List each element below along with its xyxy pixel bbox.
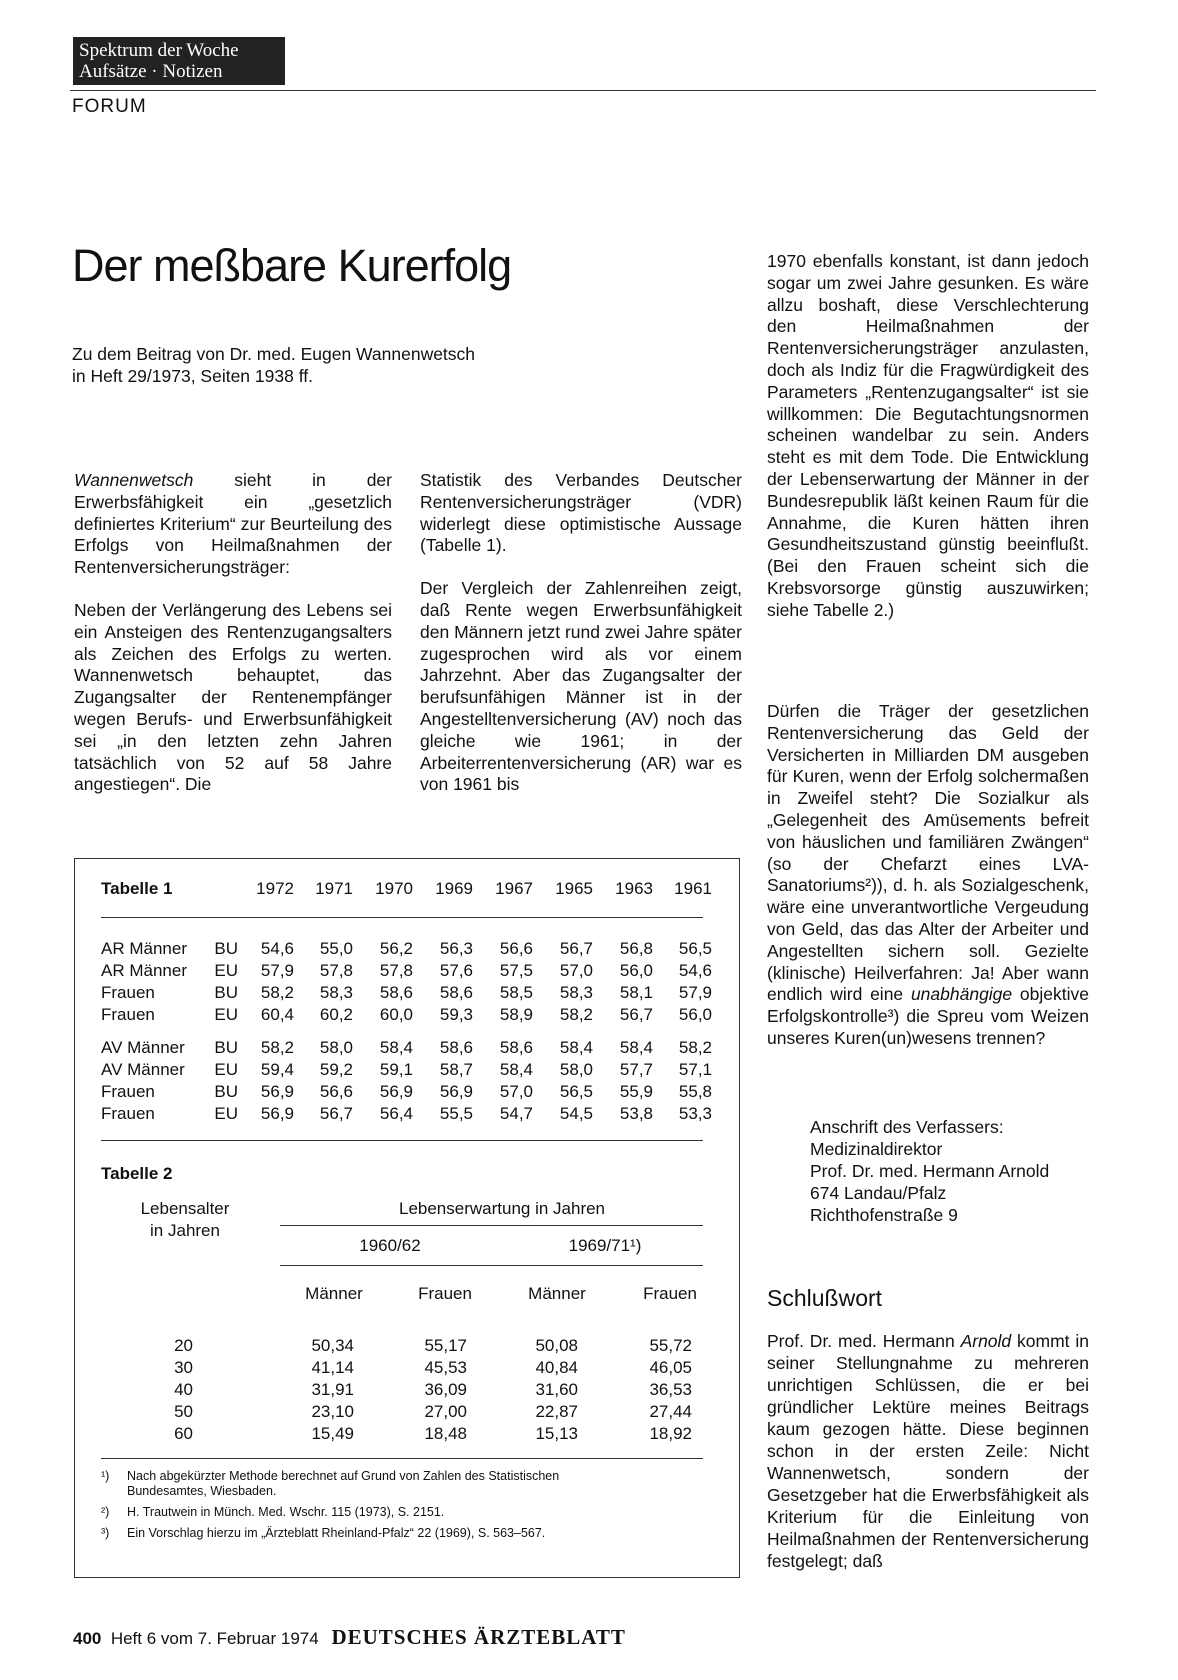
- table1-row-type: BU: [214, 1038, 238, 1057]
- table1-row-label: Frauen: [101, 983, 155, 1002]
- footnote-mark: ¹): [101, 1469, 110, 1483]
- table1-cell: 59,4: [260, 1060, 294, 1079]
- table1-row-type: EU: [214, 1104, 238, 1123]
- table1-cell: 53,8: [619, 1104, 653, 1123]
- text-column-3: [767, 251, 1089, 643]
- table1-year-header: 1969: [435, 879, 473, 898]
- footnote-text: Ein Vorschlag hierzu im „Ärzteblatt Rheinland-Pfalz“ 22 (1969), S. 563–567.: [127, 1526, 546, 1540]
- header-rule: [70, 90, 1096, 91]
- paragraph: [767, 701, 1089, 1050]
- table2-bottom-rule: [101, 1458, 703, 1459]
- table1-cell: 55,5: [439, 1104, 473, 1123]
- table1-cell: 54,7: [499, 1104, 533, 1123]
- table1-cell: 54,6: [260, 939, 294, 958]
- table1-cell: 56,3: [439, 939, 473, 958]
- table1-cell: 56,7: [619, 1005, 653, 1024]
- table2-cell: 55,72: [649, 1336, 692, 1355]
- table2-sub-header: Männer: [305, 1284, 363, 1303]
- table2-title: Tabelle 2: [101, 1164, 173, 1183]
- table1-cell: 57,5: [499, 961, 533, 980]
- table1-cell: 58,6: [439, 1038, 473, 1057]
- table1-row-label: AV Männer: [101, 1060, 185, 1079]
- table1-cell: 57,0: [499, 1082, 533, 1101]
- tables-box: [74, 858, 740, 1578]
- masthead: DEUTSCHES ÄRZTEBLATT: [331, 1625, 626, 1649]
- table2-cell: 31,91: [311, 1380, 354, 1399]
- table1-cell: 58,0: [319, 1038, 353, 1057]
- table2-cell: 15,49: [311, 1424, 354, 1443]
- paragraph: Statistik des Verbandes Deutscher Rentenversicherungsträger (VDR) widerlegt diese optimistische Aussage (Tabelle 1).: [420, 470, 742, 556]
- address-line: Anschrift des Verfassers:: [810, 1117, 1004, 1137]
- text-column-3-continued: [767, 701, 1089, 1071]
- table1-cell: 58,2: [260, 1038, 294, 1057]
- closing-text: [767, 1330, 1089, 1572]
- table1-cell: 54,6: [678, 961, 712, 980]
- address-line: 674 Landau/Pfalz: [810, 1183, 947, 1203]
- table1-cell: 54,5: [559, 1104, 593, 1123]
- table1-row-label: Frauen: [101, 1104, 155, 1123]
- table2-cell: 50,08: [535, 1336, 578, 1355]
- table1-cell: 56,6: [319, 1082, 353, 1101]
- address-line: Richthofenstraße 9: [810, 1205, 958, 1225]
- table2-age-header: in Jahren: [150, 1221, 220, 1240]
- table1-row-label: Frauen: [101, 1082, 155, 1101]
- emphasis: unabhängige: [910, 984, 1013, 1005]
- table2-period-header: 1960/62: [359, 1236, 421, 1255]
- table1-cell: 58,5: [499, 983, 533, 1002]
- table2-age-cell: 30: [174, 1358, 193, 1377]
- table2-period-header: 1969/71¹): [568, 1236, 642, 1255]
- paragraph: [74, 470, 392, 579]
- text-column-1: [74, 470, 392, 817]
- footnote-mark: ²): [101, 1505, 110, 1519]
- table1-cell: 57,7: [619, 1060, 653, 1079]
- table2-cell: 36,53: [649, 1380, 692, 1399]
- table1-row-type: EU: [214, 1060, 238, 1079]
- table1-cell: 56,9: [439, 1082, 473, 1101]
- table1-year-header: 1967: [495, 879, 533, 898]
- table1-cell: 57,6: [439, 961, 473, 980]
- table1-year-header: 1963: [615, 879, 653, 898]
- author-name: Arnold: [960, 1331, 1012, 1351]
- paragraph-text: kommt in seiner Stellungnahme zu mehreren unrichtigen Schlüssen, die er bei gründlicher Lektüre meines Beitrags kaum gezogen hätte. Diese beginnen schon in der ersten Zeile: Nicht Wannenwetsch, sondern der Gesetzgeber hat die Erwerbsfähigkeit als Kriterium für die Einleitung von Heilmaßnahmen der Rentenversicherung festgelegt; daß: [767, 1331, 1089, 1571]
- table1-year-header: 1961: [674, 879, 712, 898]
- table1-cell: 58,1: [619, 983, 653, 1002]
- table1-cell: 56,8: [619, 939, 653, 958]
- table1-cell: 58,9: [499, 1005, 533, 1024]
- text-column-2: [420, 470, 742, 817]
- table2-age-header: Lebensalter: [140, 1199, 230, 1218]
- footnote-mark: ³): [101, 1526, 110, 1540]
- table2-cell: 41,14: [311, 1358, 354, 1377]
- table1-cell: 59,2: [319, 1060, 353, 1079]
- table1-cell: 60,2: [319, 1005, 353, 1024]
- table1-row-label: AR Männer: [101, 939, 187, 958]
- paragraph-text: Dürfen die Träger der gesetzlichen Rentenversicherung das Geld der Versicherten in Milliarden DM ausgeben für Kuren, wenn der Erfolg solchermaßen in Zweifel steht? Die Sozialkur als „Gelegenheit des Amüsements befreit von häuslichen und familiären Zwängen“ (so der Chefarzt eines LVA-Sanatoriums²)), d. h. als Sozialgeschenk, wäre eine unverantwortliche Vergeudung von Geld, das das Alter der Arbeiter und Angestellten sichern soll. Gezielte (klinische) Heilverfahren: Ja! Aber wann endlich wird eine: [767, 701, 1089, 1005]
- paragraph: Der Vergleich der Zahlenreihen zeigt, daß Rente wegen Erwerbsunfähigkeit den Männern jetzt rund zwei Jahre später zugesprochen wird als vor einem Jahrzehnt. Aber das Zugangsalter der berufsunfähigen Männer ist in der Angestelltenversicherung (AV) noch das gleiche wie 1961; in der Arbeiterrentenversicherung (AR) war es von 1961 bis: [420, 578, 742, 795]
- table1-cell: 59,1: [379, 1060, 413, 1079]
- subtitle-line-2: in Heft 29/1973, Seiten 1938 ff.: [72, 366, 313, 386]
- table1-cell: 57,8: [319, 961, 353, 980]
- table1-cell: 55,8: [678, 1082, 712, 1101]
- table1-cell: 58,4: [559, 1038, 593, 1057]
- page-footer: [73, 1625, 626, 1650]
- table2-span-header: Lebenserwartung in Jahren: [398, 1199, 606, 1218]
- table2-cell: 50,34: [311, 1336, 354, 1355]
- table1-cell: 58,2: [678, 1038, 712, 1057]
- article-subtitle: [72, 343, 475, 387]
- table1-cell: 57,1: [678, 1060, 712, 1079]
- table1-row-type: BU: [214, 983, 238, 1002]
- table2-sub-header: Frauen: [643, 1284, 697, 1303]
- footnote-text: Bundesamtes, Wiesbaden.: [127, 1484, 277, 1498]
- table1-cell: 56,7: [319, 1104, 353, 1123]
- table1-cell: 58,0: [559, 1060, 593, 1079]
- paragraph: Neben der Verlängerung des Lebens sei ein Ansteigen des Rentenzugangsalters als Zeichen des Erfolgs zu werten. Wannenwetsch behauptet, das Zugangsalter der Rentenempfänger wegen Berufs- und Erwerbsunfähigkeit sei „in den letzten zehn Jahren tatsächlich von 52 auf 58 Jahre angestiegen“. Die: [74, 599, 392, 795]
- table1-year-header: 1965: [555, 879, 593, 898]
- table1-title: Tabelle 1: [101, 879, 173, 898]
- table1-row-type: BU: [214, 1082, 238, 1101]
- table1-cell: 56,0: [678, 1005, 712, 1024]
- table2-cell: 23,10: [311, 1402, 354, 1421]
- table2-span-rule: [280, 1225, 703, 1226]
- table1-cell: 56,2: [379, 939, 413, 958]
- article-title: Der meßbare Kurerfolg: [72, 240, 512, 291]
- table1-cell: 57,9: [678, 983, 712, 1002]
- table2-sub-header: Frauen: [418, 1284, 472, 1303]
- table1-cell: 57,8: [379, 961, 413, 980]
- table1-row-type: EU: [214, 961, 238, 980]
- paragraph-text: sieht in der Erwerbsfähigkeit ein „gesetzlich definiertes Kriterium“ zur Beurteilung des Erfolgs von Heilmaßnahmen der Rentenversicherungsträger:: [74, 470, 392, 578]
- table2-age-cell: 50: [174, 1402, 193, 1421]
- table1-cell: 56,0: [619, 961, 653, 980]
- section-label: FORUM: [72, 96, 147, 117]
- author-name: Wannenwetsch: [74, 470, 194, 490]
- table1-cell: 58,4: [619, 1038, 653, 1057]
- table1-cell: 53,3: [678, 1104, 712, 1123]
- footnote-text: H. Trautwein in Münch. Med. Wschr. 115 (1973), S. 2151.: [127, 1505, 445, 1519]
- table1-header-rule: [101, 917, 703, 918]
- table1-cell: 58,6: [439, 983, 473, 1002]
- table1-cell: 56,9: [260, 1104, 294, 1123]
- table2-cell: 45,53: [424, 1358, 467, 1377]
- table2-period-rule: [280, 1265, 703, 1266]
- table1-row-label: AR Männer: [101, 961, 187, 980]
- table1-row-type: EU: [214, 1005, 238, 1024]
- author-address: [810, 1116, 1049, 1226]
- table1-row-type: BU: [214, 939, 238, 958]
- table2-age-cell: 20: [174, 1336, 193, 1355]
- subtitle-line-1: Zu dem Beitrag von Dr. med. Eugen Wannenwetsch: [72, 344, 476, 364]
- table1-cell: 58,3: [559, 983, 593, 1002]
- table1-cell: 56,6: [499, 939, 533, 958]
- table1-cell: 55,0: [319, 939, 353, 958]
- table2-age-cell: 60: [174, 1424, 193, 1443]
- table1-cell: 56,9: [260, 1082, 294, 1101]
- table1-year-header: 1970: [375, 879, 413, 898]
- table1-cell: 58,6: [379, 983, 413, 1002]
- table2-cell: 46,05: [649, 1358, 692, 1377]
- table2-cell: 22,87: [535, 1402, 578, 1421]
- paragraph-text: objektive Erfolgskontrolle³) die Spreu vom Weizen unseres Kuren(un)wesens trennen?: [767, 984, 1089, 1048]
- section-badge: [73, 37, 285, 85]
- table2-cell: 40,84: [535, 1358, 578, 1377]
- paragraph: 1970 ebenfalls konstant, ist dann jedoch sogar um zwei Jahre gesunken. Es wäre allzu boshaft, diese Verschlechterung den Heilmaßnahmen der Rentenversicherungsträger anzulasten, doch als Indiz für die Fragwürdigkeit des Parameters „Rentenzugangsalter“ ist sie willkommen: Die Begutachtungsnormen scheinen wandelbar zu sein. Anders steht es mit dem Tode. Die Entwicklung der Lebenserwartung der Männer in der Bundesrepublik läßt keinen Raum für die Annahme, die Kuren hätten ihren Gesundheitszustand günstig beeinflußt. (Bei den Frauen scheint sich die Krebsvorsorge günstig auszuwirken; siehe Tabelle 2.): [767, 251, 1089, 620]
- footnote-text: Nach abgekürzter Methode berechnet auf Grund von Zahlen des Statistischen: [127, 1469, 560, 1483]
- table2-cell: 18,92: [649, 1424, 692, 1443]
- table1-year-header: 1972: [256, 879, 294, 898]
- table1-cell: 60,4: [260, 1005, 294, 1024]
- table1-cell: 56,5: [678, 939, 712, 958]
- table1-cell: 56,9: [379, 1082, 413, 1101]
- table1-cell: 58,3: [319, 983, 353, 1002]
- closing-heading: Schlußwort: [767, 1285, 883, 1311]
- table2-cell: 27,00: [424, 1402, 467, 1421]
- table1-cell: 55,9: [619, 1082, 653, 1101]
- table2-cell: 27,44: [649, 1402, 692, 1421]
- badge-line-2: Aufsätze · Notizen: [79, 61, 223, 82]
- table2-cell: 31,60: [535, 1380, 578, 1399]
- table2-cell: 15,13: [535, 1424, 578, 1443]
- table2-cell: 55,17: [424, 1336, 467, 1355]
- table1-cell: 58,7: [439, 1060, 473, 1079]
- table2-sub-header: Männer: [528, 1284, 586, 1303]
- table1-cell: 60,0: [379, 1005, 413, 1024]
- issue-info: Heft 6 vom 7. Februar 1974: [110, 1629, 319, 1648]
- table2-cell: 36,09: [424, 1380, 467, 1399]
- badge-line-1: Spektrum der Woche: [79, 40, 239, 61]
- table1-cell: 57,0: [559, 961, 593, 980]
- address-line: Prof. Dr. med. Hermann Arnold: [810, 1161, 1050, 1181]
- table1-year-header: 1971: [315, 879, 353, 898]
- page-number: 400: [73, 1629, 102, 1648]
- paragraph-text: Prof. Dr. med. Hermann: [767, 1331, 961, 1351]
- table1-row-label: AV Männer: [101, 1038, 185, 1057]
- table1-cell: 58,2: [260, 983, 294, 1002]
- table1-cell: 59,3: [439, 1005, 473, 1024]
- table2-cell: 18,48: [424, 1424, 467, 1443]
- table1-cell: 56,5: [559, 1082, 593, 1101]
- table1-cell: 56,4: [379, 1104, 413, 1123]
- table1-cell: 58,6: [499, 1038, 533, 1057]
- table1-cell: 57,9: [260, 961, 294, 980]
- table1-cell: 56,7: [559, 939, 593, 958]
- table1-row-label: Frauen: [101, 1005, 155, 1024]
- table2-age-cell: 40: [174, 1380, 193, 1399]
- table1-bottom-rule: [101, 1140, 703, 1141]
- table1-cell: 58,4: [379, 1038, 413, 1057]
- table1-cell: 58,4: [499, 1060, 533, 1079]
- table1-cell: 58,2: [559, 1005, 593, 1024]
- address-line: Medizinaldirektor: [810, 1139, 943, 1159]
